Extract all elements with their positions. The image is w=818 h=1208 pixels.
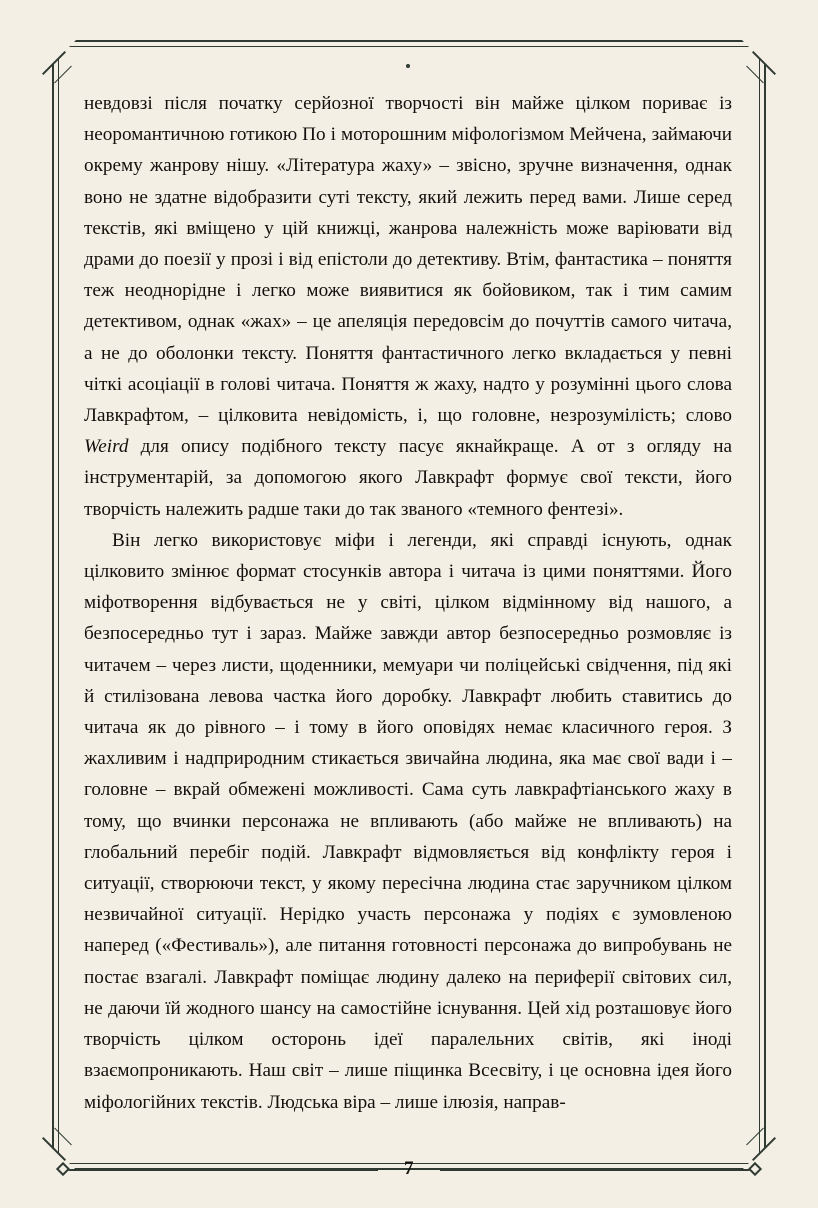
paragraph-2: Він легко використовує міфи і легенди, які справді існують, однак цілковито змінює формат стосунків автора і читача із цими поняттями. Його міфотворення відбувається не у світі, цілком відмінному від нашого, а безпосередньо тут і зараз. Майже завжди автор безпосередньо розмовляє із читачем – через листи, щоденники, мемуари чи поліцейські свідчення, під які й стилізована левова частка його доробку. Лавкрафт любить ставитись до читача як до рівного – і тому в його оповідях немає класичного героя. З жахливим і надприродним стикається звичайна людина, яка має свої вади і – головне – вкрай обмежені можливості. Сама суть лавкрафтіанського жаху в тому, що вчинки персонажа не впливають (або майже не впливають) на глобальний перебіг подій. Лавкрафт відмовляється від конфлікту героя і ситуації, створюючи текст, у якому пересічна людина стає заручником цілком незвичайної ситуації. Нерідко участь персонажа у подіях є зумовленою наперед («Фестиваль»), але питання готовності персонажа до випробувань не постає взагалі. Лавкрафт поміщає людину далеко на периферії світових сил, не даючи їй жодного шансу на самостійне існування. Цей хід розташовує його творчість цілком осторонь ідеї паралельних світів, які іноді взаємопроникають. Наш світ – лише піщинка Всесвіту, і це основна ідея його міфологійних текстів. Людська віра – лише ілюзія, направ- (84, 529, 732, 1113)
paragraph-1-tail: для опису подібного тексту пасує якнайкраще. А от з огляду на інструментарій, за допомогою якого Лавкрафт формує свої тексти, його творчість належить радше таки до так званого «темного фентезі». (84, 436, 732, 520)
footer-rule-right (440, 1169, 750, 1171)
footer-diamond-left (56, 1162, 70, 1176)
paragraph-1-italic-term: Weird (84, 436, 129, 458)
top-ornament-dot (406, 64, 410, 68)
footer-diamond-right (748, 1162, 762, 1176)
paragraph-1 (84, 88, 732, 525)
footer-rule-left (68, 1169, 378, 1171)
page-footer (58, 1156, 760, 1182)
paragraph-1-text: невдовзі після початку серйозної творчості він майже цілком пориває із неоромантичною готикою По і моторошним міфологізмом Мейчена, займаючи окрему жанрову нішу. «Література жаху» – звісно, зручне визначення, однак воно не здатне відобразити суті тексту, який лежить перед вами. Лише серед текстів, які вміщено у цій книжці, жанрова належність може варіювати від драми до поезії у прозі і від епістоли до детективу. Втім, фантастика – поняття теж неоднорідне і легко може виявитися як бойовиком, так і тим самим детективом, однак «жах» – це апеляція передовсім до почуттів самого читача, а не до оболонки тексту. Поняття фантастичного легко вкладається у певні чіткі асоціації в голові читача. Поняття ж жаху, надто у розумінні цього слова Лавкрафтом, – цілковита невідомість, і, що головне, незрозумілість; слово (84, 93, 732, 427)
page-text-body (84, 88, 732, 1138)
page-number: 7 (404, 1158, 414, 1179)
